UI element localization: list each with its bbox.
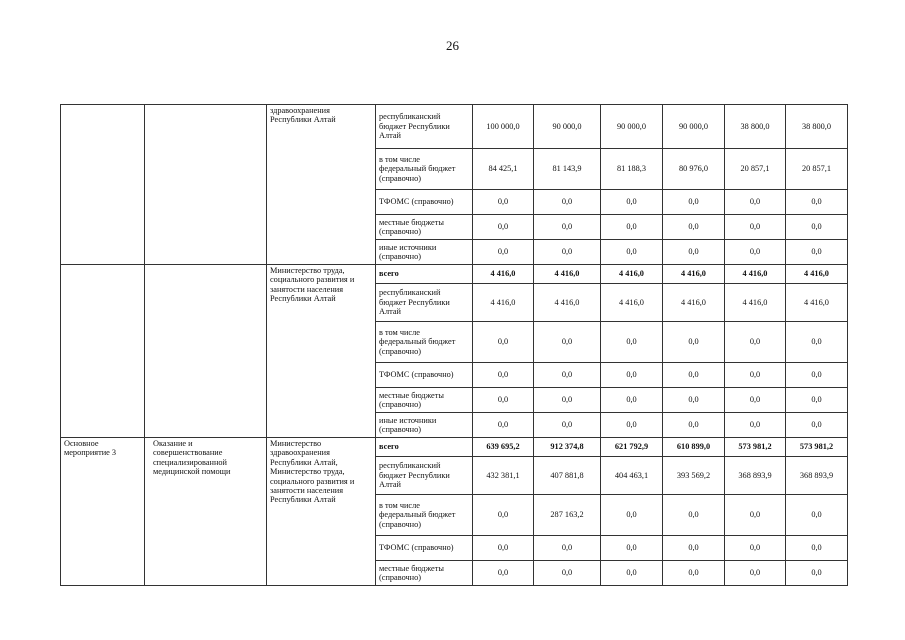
amount-cell: 0,0 [663, 190, 725, 215]
amount-cell: 0,0 [473, 561, 534, 586]
event-cell [61, 105, 145, 265]
amount-cell: 0,0 [601, 322, 663, 363]
amount-cell: 4 416,0 [534, 284, 601, 322]
amount-cell: 38 800,0 [725, 105, 786, 149]
amount-cell: 84 425,1 [473, 149, 534, 190]
funding-source-cell: местные бюджеты (справочно) [376, 561, 473, 586]
event-name-cell [145, 265, 267, 438]
amount-cell: 20 857,1 [786, 149, 848, 190]
amount-cell: 0,0 [473, 240, 534, 265]
amount-cell: 0,0 [725, 322, 786, 363]
amount-cell: 287 163,2 [534, 495, 601, 536]
page-number: 26 [446, 38, 459, 53]
amount-cell: 0,0 [473, 363, 534, 388]
amount-cell: 4 416,0 [663, 265, 725, 284]
amount-cell: 0,0 [534, 363, 601, 388]
amount-cell: 610 899,0 [663, 438, 725, 457]
amount-cell: 20 857,1 [725, 149, 786, 190]
amount-cell: 0,0 [663, 215, 725, 240]
funding-source-cell: всего [376, 438, 473, 457]
amount-cell: 0,0 [725, 215, 786, 240]
amount-cell: 4 416,0 [786, 265, 848, 284]
amount-cell: 4 416,0 [473, 265, 534, 284]
funding-source-cell: республиканский бюджет Республики Алтай [376, 105, 473, 149]
amount-cell: 639 695,2 [473, 438, 534, 457]
amount-cell: 0,0 [725, 190, 786, 215]
funding-source-cell: всего [376, 265, 473, 284]
amount-cell: 0,0 [663, 240, 725, 265]
amount-cell: 90 000,0 [601, 105, 663, 149]
event-name-cell: Оказание и совершенствование специализированной медицинской помощи [145, 438, 267, 586]
amount-cell: 0,0 [725, 495, 786, 536]
amount-cell: 0,0 [725, 561, 786, 586]
event-name-cell [145, 105, 267, 265]
amount-cell: 0,0 [534, 215, 601, 240]
amount-cell: 368 893,9 [725, 457, 786, 495]
amount-cell: 0,0 [601, 495, 663, 536]
amount-cell: 0,0 [786, 363, 848, 388]
amount-cell: 0,0 [601, 215, 663, 240]
table-row [61, 105, 848, 149]
amount-cell: 0,0 [534, 388, 601, 413]
amount-cell: 0,0 [601, 536, 663, 561]
amount-cell: 0,0 [725, 388, 786, 413]
amount-cell: 0,0 [534, 413, 601, 438]
funding-source-cell: местные бюджеты (справочно) [376, 215, 473, 240]
table-row [61, 265, 848, 284]
amount-cell: 90 000,0 [663, 105, 725, 149]
executor-cell: Министерство здравоохранения Республики Алтай, Министерство труда, социального развития и занятости населения Республики Алтай [267, 438, 376, 586]
amount-cell: 0,0 [601, 240, 663, 265]
amount-cell: 0,0 [534, 536, 601, 561]
amount-cell: 0,0 [534, 561, 601, 586]
amount-cell: 81 188,3 [601, 149, 663, 190]
amount-cell: 0,0 [663, 363, 725, 388]
amount-cell: 0,0 [473, 322, 534, 363]
funding-source-cell: республиканский бюджет Республики Алтай [376, 457, 473, 495]
amount-cell: 0,0 [473, 190, 534, 215]
amount-cell: 621 792,9 [601, 438, 663, 457]
amount-cell: 4 416,0 [786, 284, 848, 322]
amount-cell: 0,0 [473, 536, 534, 561]
amount-cell: 0,0 [601, 190, 663, 215]
amount-cell: 90 000,0 [534, 105, 601, 149]
amount-cell: 0,0 [473, 388, 534, 413]
amount-cell: 0,0 [663, 413, 725, 438]
amount-cell: 0,0 [663, 536, 725, 561]
amount-cell: 38 800,0 [786, 105, 848, 149]
amount-cell: 80 976,0 [663, 149, 725, 190]
amount-cell: 0,0 [786, 190, 848, 215]
amount-cell: 0,0 [786, 388, 848, 413]
amount-cell: 0,0 [786, 215, 848, 240]
amount-cell: 4 416,0 [601, 265, 663, 284]
amount-cell: 0,0 [725, 240, 786, 265]
amount-cell: 407 881,8 [534, 457, 601, 495]
amount-cell: 0,0 [786, 536, 848, 561]
amount-cell: 0,0 [786, 495, 848, 536]
funding-source-cell: ТФОМС (справочно) [376, 536, 473, 561]
amount-cell: 0,0 [601, 388, 663, 413]
amount-cell: 4 416,0 [601, 284, 663, 322]
amount-cell: 0,0 [534, 322, 601, 363]
amount-cell: 0,0 [663, 495, 725, 536]
funding-source-cell: иные источники (справочно) [376, 413, 473, 438]
amount-cell: 81 143,9 [534, 149, 601, 190]
amount-cell: 393 569,2 [663, 457, 725, 495]
amount-cell: 4 416,0 [663, 284, 725, 322]
amount-cell: 0,0 [601, 561, 663, 586]
amount-cell: 0,0 [786, 322, 848, 363]
funding-source-cell: в том числе федеральный бюджет (справочно) [376, 495, 473, 536]
table-row [61, 438, 848, 457]
amount-cell: 573 981,2 [725, 438, 786, 457]
executor-cell: Министерство труда, социального развития и занятости населения Республики Алтай [267, 265, 376, 438]
amount-cell: 100 000,0 [473, 105, 534, 149]
amount-cell: 0,0 [663, 388, 725, 413]
amount-cell: 0,0 [725, 413, 786, 438]
amount-cell: 0,0 [601, 363, 663, 388]
amount-cell: 0,0 [601, 413, 663, 438]
amount-cell: 0,0 [663, 561, 725, 586]
funding-source-cell: ТФОМС (справочно) [376, 363, 473, 388]
amount-cell: 432 381,1 [473, 457, 534, 495]
amount-cell: 0,0 [786, 561, 848, 586]
funding-source-cell: иные источники (справочно) [376, 240, 473, 265]
event-cell: Основное мероприятие 3 [61, 438, 145, 586]
amount-cell: 0,0 [725, 363, 786, 388]
amount-cell: 0,0 [663, 322, 725, 363]
budget-table [60, 104, 848, 586]
amount-cell: 4 416,0 [725, 265, 786, 284]
amount-cell: 0,0 [725, 536, 786, 561]
funding-source-cell: ТФОМС (справочно) [376, 190, 473, 215]
amount-cell: 0,0 [534, 240, 601, 265]
amount-cell: 0,0 [786, 413, 848, 438]
amount-cell: 573 981,2 [786, 438, 848, 457]
event-cell [61, 265, 145, 438]
amount-cell: 4 416,0 [473, 284, 534, 322]
amount-cell: 0,0 [534, 190, 601, 215]
funding-source-cell: в том числе федеральный бюджет (справочно) [376, 149, 473, 190]
amount-cell: 0,0 [473, 495, 534, 536]
funding-source-cell: в том числе федеральный бюджет (справочно) [376, 322, 473, 363]
amount-cell: 0,0 [473, 215, 534, 240]
amount-cell: 0,0 [473, 413, 534, 438]
amount-cell: 0,0 [786, 240, 848, 265]
executor-cell: здравоохранения Республики Алтай [267, 105, 376, 265]
amount-cell: 4 416,0 [534, 265, 601, 284]
amount-cell: 912 374,8 [534, 438, 601, 457]
funding-source-cell: республиканский бюджет Республики Алтай [376, 284, 473, 322]
amount-cell: 4 416,0 [725, 284, 786, 322]
funding-source-cell: местные бюджеты (справочно) [376, 388, 473, 413]
amount-cell: 404 463,1 [601, 457, 663, 495]
amount-cell: 368 893,9 [786, 457, 848, 495]
